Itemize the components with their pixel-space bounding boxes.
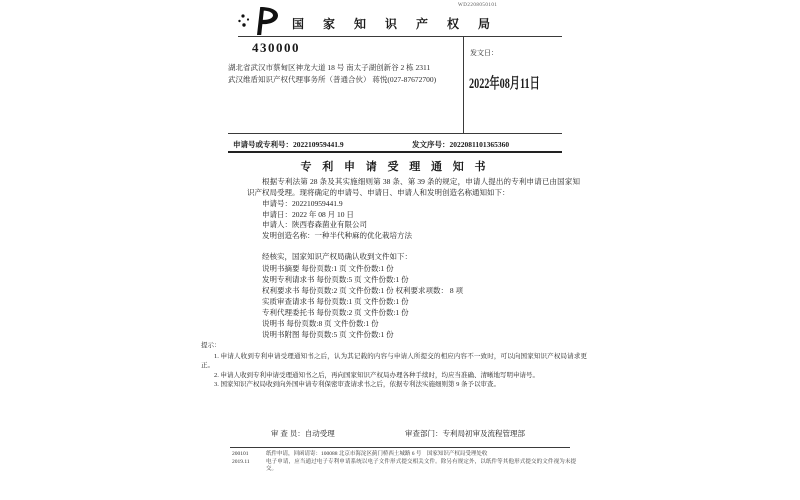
received-documents-list [262, 263, 580, 340]
application-field-line: 申请号：202210959441.9 [262, 199, 343, 208]
received-document-line: 说明书 每份页数:8 页 文件份数:1 份 [262, 318, 379, 328]
examiner-label: 审 查 员： [271, 429, 305, 438]
received-document-line: 说明书摘要 每份页数:1 页 文件份数:1 份 [262, 263, 394, 273]
footer-row-code: 2019.11 [232, 459, 250, 465]
application-number [233, 139, 344, 150]
application-field-line: 申请日：2022 年 08 月 10 日 [262, 209, 354, 219]
recipient-address-line2: 武汉维盾知识产权代理事务所（普通合伙） 蒋悦(027-87672700) [228, 75, 437, 84]
intro-paragraph: 根据专利法第 28 条及其实施细则第 38 条、第 39 条的规定，申请人提出的专利申请已由国家知识产权局受理。现将确定的申请号、申请日、申请人和发明创造名称通知如下： [247, 177, 580, 197]
serial-number [412, 139, 509, 150]
received-document-line: 说明书附图 每份页数:5 页 文件份数:1 份 [262, 329, 394, 339]
application-fields [247, 199, 580, 241]
department-line [405, 428, 525, 439]
serial-number-label: 发文序号： [412, 140, 450, 149]
dispatch-date-value: 2022年08月11日 [469, 76, 540, 92]
examiner-value: 自动受理 [304, 429, 335, 438]
footer-row [232, 459, 576, 473]
notice-body [247, 177, 580, 340]
recipient-postcode: 430000 [252, 40, 300, 55]
serial-number-value: 2022081101365360 [449, 140, 510, 149]
received-document-line: 权利要求书 每份页数:2 页 文件份数:1 份 权利要求项数： 8 项 [262, 285, 464, 295]
document-code: WD2208050101 [458, 3, 498, 8]
received-document-line: 发明专利请求书 每份页数:5 页 文件份数:1 份 [262, 274, 409, 284]
meta-bottom-divider [228, 151, 562, 153]
department-label: 审查部门： [405, 429, 443, 438]
examiner-line [271, 428, 335, 439]
footer-rows [232, 451, 576, 474]
application-number-value: 202210959441.9 [293, 140, 344, 149]
notes-section [201, 341, 587, 390]
department-value: 专利局初审及流程管理部 [442, 429, 525, 438]
recipient-address-line1: 湖北省武汉市蔡甸区神龙大道 18 号 南太子湖创新谷 2 栋 2311 [228, 63, 431, 72]
footer-row [232, 451, 576, 458]
confirm-paragraph: 经核实，国家知识产权局确认收到文件如下： [262, 252, 412, 261]
footer-row-text: 电子申请，应当通过电子专利申请系统以电子文件形式提交相关文件。除另有规定外，以纸件等其他形式提交的文件视为未提交。 [266, 459, 576, 472]
page-title: 专 利 申 请 受 理 通 知 书 [300, 161, 490, 173]
agency-title: 国 家 知 识 产 权 局 [291, 17, 498, 31]
meta-top-divider [228, 133, 562, 134]
notes-list [201, 352, 587, 390]
dispatch-date-label: 发文日： [470, 49, 498, 57]
note-item: 2. 申请人收到专利申请受理通知书之后，再向国家知识产权局办理各种手续时，均应当准确、清晰地写明申请号。 [214, 371, 539, 379]
application-field-line: 申请人：陕西春森菌业有限公司 [262, 220, 367, 229]
notes-label: 提示： [201, 342, 221, 349]
dispatch-date-box [463, 37, 564, 133]
note-item: 1. 申请人收到专利申请受理通知书之后，认为其记载的内容与申请人所提交的相应内容不一致时，可以向国家知识产权局请求更正。 [201, 352, 587, 369]
footer-row-text: 纸件申请，回函请寄：100088 北京市海淀区蓟门桥西土城路 6 号 国家知识产权局受理处收 [266, 451, 488, 457]
application-number-label: 申请号或专利号： [233, 140, 293, 149]
note-item: 3. 国家知识产权局收到向外国申请专利保密审查请求书之后，依据专利法实施细则第 9 条予以审查。 [214, 381, 500, 388]
footer-divider [230, 447, 570, 448]
received-document-line: 专利代理委托书 每份页数:2 页 文件份数:1 份 [262, 307, 409, 317]
footer-row-code: 200101 [232, 451, 249, 457]
application-field-line: 发明创造名称：一种半代种麻的优化栽培方法 [262, 230, 412, 240]
received-document-line: 实质审查请求书 每份页数:1 页 文件份数:1 份 [262, 296, 409, 306]
recipient-address [228, 62, 468, 86]
